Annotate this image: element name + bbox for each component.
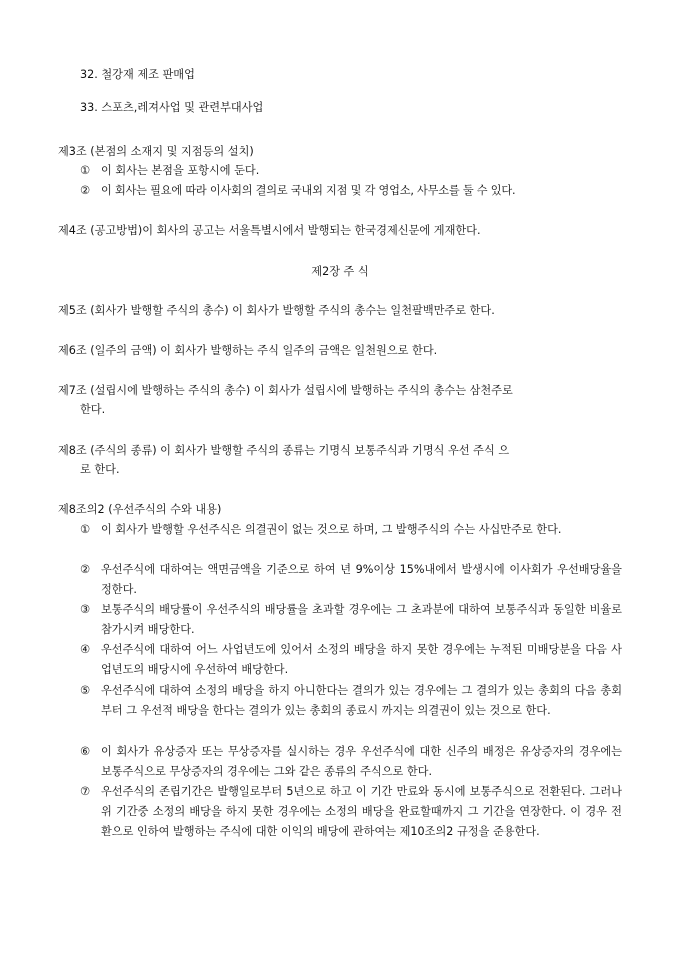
article-8-2-item-3	[80, 600, 622, 640]
article-3-item-1	[80, 161, 622, 181]
item-number: ⑥	[80, 745, 91, 758]
item-text: 우선주식에 대하여 소정의 배당을 하지 아니한다는 결의가 있는 경우에는 그 결의가 있는 총회의 다음 총회부터 그 우선적 배당을 한다는 결의가 있는 총회의 종료시 까지는 의결권이 있는 것으로 한다.	[101, 684, 622, 717]
article-8-2-item-6	[80, 742, 622, 782]
item-text: 보통주식의 배당률이 우선주식의 배당률을 초과할 경우에는 그 초과분에 대하여 보통주식과 동일한 비율로 참가시켜 배당한다.	[101, 603, 622, 636]
item-number: ⑤	[80, 684, 91, 697]
item-number: ④	[80, 643, 91, 656]
article-8-2-heading: 제8조의2 (우선주식의 수와 내용)	[58, 503, 222, 516]
item-number: ①	[80, 523, 91, 536]
article-5: 제5조 (회사가 발행할 주식의 총수) 이 회사가 발행할 주식의 총수는 일천팔백만주로 한다.	[58, 304, 495, 317]
list-item-33: 33. 스포츠,레져사업 및 관련부대사업	[80, 101, 264, 114]
item-text: 이 회사가 발행할 우선주식은 의결권이 없는 것으로 하며, 그 발행주식의 수는 사십만주로 한다.	[101, 523, 562, 536]
article-7-line-1: 제7조 (설립시에 발행하는 주식의 총수) 이 회사가 설립시에 발행하는 주식의 총수는 삼천주로	[58, 384, 513, 397]
article-4: 제4조 (공고방법)이 회사의 공고는 서울특별시에서 발행되는 한국경제신문에 게재한다.	[58, 224, 481, 237]
article-8-line-2: 로 한다.	[80, 463, 120, 476]
article-6: 제6조 (일주의 금액) 이 회사가 발행하는 주식 일주의 금액은 일천원으로 한다.	[58, 344, 438, 357]
item-text: 우선주식에 대하여 어느 사업년도에 있어서 소정의 배당을 하지 못한 경우에는 누적된 미배당분을 다음 사업년도의 배당시에 우선하여 배당한다.	[101, 643, 622, 676]
item-text: 우선주식에 대하여는 액면금액을 기준으로 하여 년 9%이상 15%내에서 발생시에 이사회가 우선배당율을 정한다.	[101, 563, 622, 596]
item-number: ②	[80, 563, 91, 576]
article-8-2-item-2	[80, 560, 622, 600]
item-number: ③	[80, 603, 91, 616]
article-8-line-1: 제8조 (주식의 종류) 이 회사가 발행할 주식의 종류는 기명식 보통주식과 기명식 우선 주식 으	[58, 444, 510, 457]
article-3-heading: 제3조 (본점의 소재지 및 지점등의 설치)	[58, 145, 254, 158]
item-text: 우선주식의 존립기간은 발행일로부터 5년으로 하고 이 기간 만료와 동시에 보통주식으로 전환된다. 그러나 위 기간중 소정의 배당을 하지 못한 경우에는 소정의 배당을 완료할때까지 그 기간을 연장한다. 이 경우 전환으로 인하여 발행하는 주식에 대한 이익의 배당에 관하여는 제10조의2 규정을 준용한다.	[101, 785, 622, 838]
article-7-line-2: 한다.	[80, 403, 106, 416]
item-text: 이 회사가 유상증자 또는 무상증자를 실시하는 경우 우선주식에 대한 신주의 배정은 유상증자의 경우에는 보통주식으로 무상증자의 경우에는 그와 같은 종류의 주식으로 한다.	[101, 745, 622, 778]
item-number: ①	[80, 164, 91, 177]
item-number: ⑦	[80, 785, 91, 798]
item-text: 이 회사는 필요에 따라 이사회의 결의로 국내외 지점 및 각 영업소, 사무소를 둘 수 있다.	[101, 184, 516, 197]
article-8-2-item-5	[80, 681, 622, 721]
item-number: ②	[80, 184, 91, 197]
article-8-2-item-1	[80, 520, 622, 540]
chapter-2-title: 제2장 주 식	[311, 265, 369, 278]
item-text: 이 회사는 본점을 포항시에 둔다.	[101, 164, 260, 177]
article-3-item-2	[80, 181, 640, 201]
list-item-32: 32. 철강재 제조 판매업	[80, 68, 195, 81]
article-8-2-item-7	[80, 782, 622, 842]
article-8-2-item-4	[80, 640, 622, 680]
